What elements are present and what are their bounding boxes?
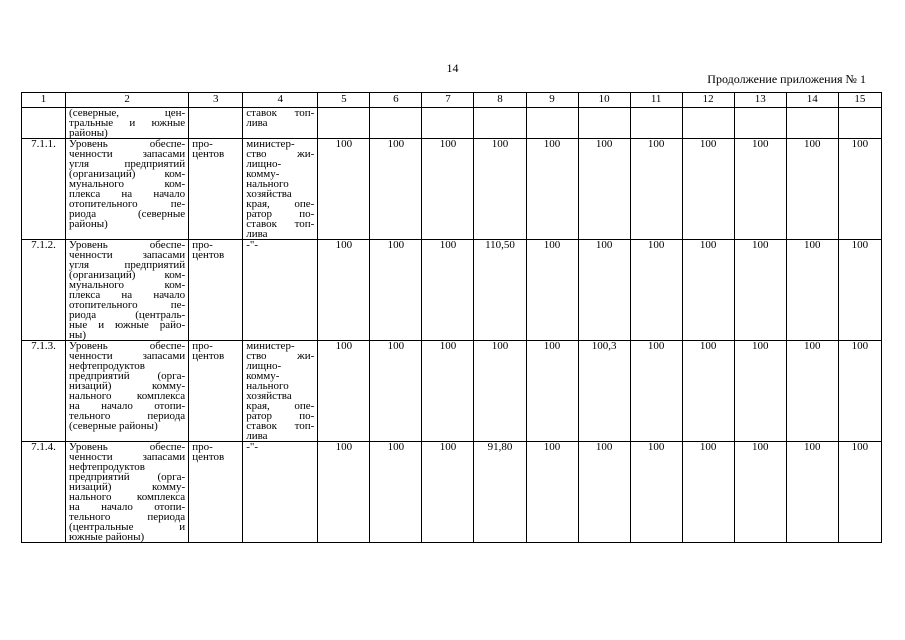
cell-value: 100 (474, 341, 526, 442)
cell-value: 100 (318, 139, 370, 240)
continuation-row (22, 108, 882, 139)
cell-line: нального (246, 178, 289, 190)
column-number: 13 (734, 93, 786, 108)
cell-line: края, опе- (246, 400, 315, 412)
cell-value: 100 (682, 139, 734, 240)
cell-unit (189, 139, 243, 240)
cell-indicator (66, 139, 189, 240)
table-body (22, 108, 882, 543)
cell-line: угля предприятий (69, 259, 186, 271)
cell-indicator (66, 108, 189, 139)
column-number: 7 (422, 93, 474, 108)
cell-line: комму- (246, 168, 280, 180)
cell-line: на начало отопи- (69, 400, 186, 412)
cell-line: центов (192, 350, 225, 362)
cell-value: 100 (578, 240, 630, 341)
cell-line: угля предприятий (69, 158, 186, 170)
cell-value: 100 (318, 240, 370, 341)
cell-line: ные и южные райо- (69, 319, 186, 331)
cell-value: 100 (734, 240, 786, 341)
cell-line: плекса на начало (69, 188, 186, 200)
cell-value: 91,80 (474, 442, 526, 543)
cell-line: отопительного пе- (69, 299, 186, 311)
cell-line: ченности запасами (69, 148, 186, 160)
cell-line: тельного периода (69, 511, 186, 523)
cell-value: 100 (370, 341, 422, 442)
cell-line: тельного периода (69, 410, 186, 422)
cell-line: про- (192, 441, 213, 453)
cell-line: (центральные и (69, 521, 186, 533)
cell-value: 100 (578, 442, 630, 543)
cell-value: 100 (838, 341, 881, 442)
cell-value: 100 (422, 341, 474, 442)
cell-line: ченности запасами (69, 451, 186, 463)
cell-line: министер- (246, 138, 295, 150)
table-row (22, 240, 882, 341)
column-number: 6 (370, 93, 422, 108)
cell-line: центов (192, 249, 225, 261)
cell-line: (северные, цен- (69, 107, 186, 119)
column-number: 12 (682, 93, 734, 108)
cell-line: (северные районы) (69, 420, 158, 432)
cell-line: комму- (246, 370, 280, 382)
cell-value: 100 (630, 139, 682, 240)
cell-line: нального комплекса (69, 491, 186, 503)
indicators-table (21, 92, 882, 543)
cell-value: 100 (370, 240, 422, 341)
table-row (22, 442, 882, 543)
cell-value: 100,3 (578, 341, 630, 442)
cell-line: отопительного пе- (69, 198, 186, 210)
cell-line: про- (192, 340, 213, 352)
cell-line: на начало отопи- (69, 501, 186, 513)
cell-value: 110,50 (474, 240, 526, 341)
cell-responsible (243, 139, 318, 240)
cell-indicator (66, 341, 189, 442)
cell-value: 100 (474, 139, 526, 240)
cell-value: 100 (786, 341, 838, 442)
cell-value: 100 (526, 139, 578, 240)
cell-responsible (243, 240, 318, 341)
cell-value: 100 (578, 139, 630, 240)
cell-line: ство жи- (246, 148, 315, 160)
cell-line: нефтепродуктов (69, 360, 145, 372)
cell-value: 100 (370, 442, 422, 543)
cell-line: -"- (246, 441, 259, 453)
cell-value: 100 (838, 240, 881, 341)
cell-line: края, опе- (246, 198, 315, 210)
table-row (22, 341, 882, 442)
cell-line: (организаций) ком- (69, 269, 186, 281)
cell-line: нального комплекса (69, 390, 186, 402)
cell-value: 100 (630, 240, 682, 341)
cell-value: 100 (838, 139, 881, 240)
cell-line: ратор по- (246, 208, 315, 220)
cell-line: Уровень обеспе- (69, 138, 186, 150)
cell-value: 100 (422, 442, 474, 543)
column-number: 8 (474, 93, 526, 108)
cell-value: 100 (630, 442, 682, 543)
column-number: 1 (22, 93, 66, 108)
cell-value: 100 (734, 442, 786, 543)
cell-line: про- (192, 138, 213, 150)
page-number: 14 (446, 61, 459, 75)
cell-value: 100 (526, 240, 578, 341)
cell-line: низаций) комму- (69, 380, 186, 392)
cell-line: предприятий (орга- (69, 471, 186, 483)
cell-indicator (66, 442, 189, 543)
cell-line: (организаций) ком- (69, 168, 186, 180)
cell-unit (189, 341, 243, 442)
cell-value: 100 (838, 442, 881, 543)
cell-line: мунального ком- (69, 178, 186, 190)
column-number-row (22, 93, 882, 108)
cell-line: плекса на начало (69, 289, 186, 301)
cell-line: районы) (69, 127, 108, 139)
cell-num: 7.1.2. (22, 240, 66, 341)
cell-value: 100 (370, 139, 422, 240)
cell-value: 100 (682, 240, 734, 341)
cell-unit (189, 240, 243, 341)
column-number: 9 (526, 93, 578, 108)
cell-line: центов (192, 148, 225, 160)
table-row (22, 139, 882, 240)
cell-line: лищно- (246, 158, 282, 170)
cell-line: предприятий (орга- (69, 370, 186, 382)
cell-unit (189, 442, 243, 543)
cell-value: 100 (526, 442, 578, 543)
cell-line: Уровень обеспе- (69, 441, 186, 453)
cell-line: ченности запасами (69, 249, 186, 261)
cell-line: лива (246, 430, 268, 442)
appendix-continuation-note: Продолжение приложения № 1 (707, 72, 866, 86)
cell-line: хозяйства (246, 188, 292, 200)
cell-line: Уровень обеспе- (69, 340, 186, 352)
cell-line: ратор по- (246, 410, 315, 422)
cell-line: ны) (69, 329, 86, 341)
cell-value: 100 (318, 442, 370, 543)
cell-line: министер- (246, 340, 295, 352)
cell-line: ставок топ- (246, 420, 315, 432)
cell-responsible (243, 108, 318, 139)
cell-line: низаций) комму- (69, 481, 186, 493)
column-number: 3 (189, 93, 243, 108)
cell-line: хозяйства (246, 390, 292, 402)
cell-line: тральные и южные (69, 117, 186, 129)
cell-line: лива (246, 117, 268, 129)
cell-line: -"- (246, 239, 259, 251)
cell-line: ставок топ- (246, 107, 315, 119)
column-number: 5 (318, 93, 370, 108)
cell-responsible (243, 341, 318, 442)
cell-value: 100 (786, 442, 838, 543)
cell-responsible (243, 442, 318, 543)
cell-num: 7.1.4. (22, 442, 66, 543)
cell-line: центов (192, 451, 225, 463)
column-number: 4 (243, 93, 318, 108)
column-number: 2 (66, 93, 189, 108)
cell-line: мунального ком- (69, 279, 186, 291)
cell-line: районы) (69, 218, 108, 230)
cell-num: 7.1.3. (22, 341, 66, 442)
cell-indicator (66, 240, 189, 341)
cell-line: ство жи- (246, 350, 315, 362)
column-number: 11 (630, 93, 682, 108)
cell-line: лива (246, 228, 268, 240)
cell-line: риода (северные (69, 208, 186, 220)
cell-value: 100 (734, 341, 786, 442)
cell-value: 100 (422, 139, 474, 240)
cell-line: риода (централь- (69, 309, 186, 321)
cell-value: 100 (786, 139, 838, 240)
column-number: 15 (838, 93, 881, 108)
cell-value: 100 (786, 240, 838, 341)
cell-value: 100 (422, 240, 474, 341)
cell-value: 100 (682, 341, 734, 442)
cell-line: про- (192, 239, 213, 251)
cell-num: 7.1.1. (22, 139, 66, 240)
cell-line: южные районы) (69, 531, 145, 543)
cell-line: нефтепродуктов (69, 461, 145, 473)
cell-value: 100 (526, 341, 578, 442)
cell-line: ченности запасами (69, 350, 186, 362)
cell-value: 100 (630, 341, 682, 442)
cell-line: Уровень обеспе- (69, 239, 186, 251)
column-number: 14 (786, 93, 838, 108)
table-header (22, 93, 882, 108)
cell-line: нального (246, 380, 289, 392)
cell-num (22, 108, 66, 139)
cell-line: ставок топ- (246, 218, 315, 230)
cell-line: лищно- (246, 360, 282, 372)
cell-unit (189, 108, 243, 139)
cell-value: 100 (734, 139, 786, 240)
cell-value: 100 (318, 341, 370, 442)
cell-value: 100 (682, 442, 734, 543)
column-number: 10 (578, 93, 630, 108)
